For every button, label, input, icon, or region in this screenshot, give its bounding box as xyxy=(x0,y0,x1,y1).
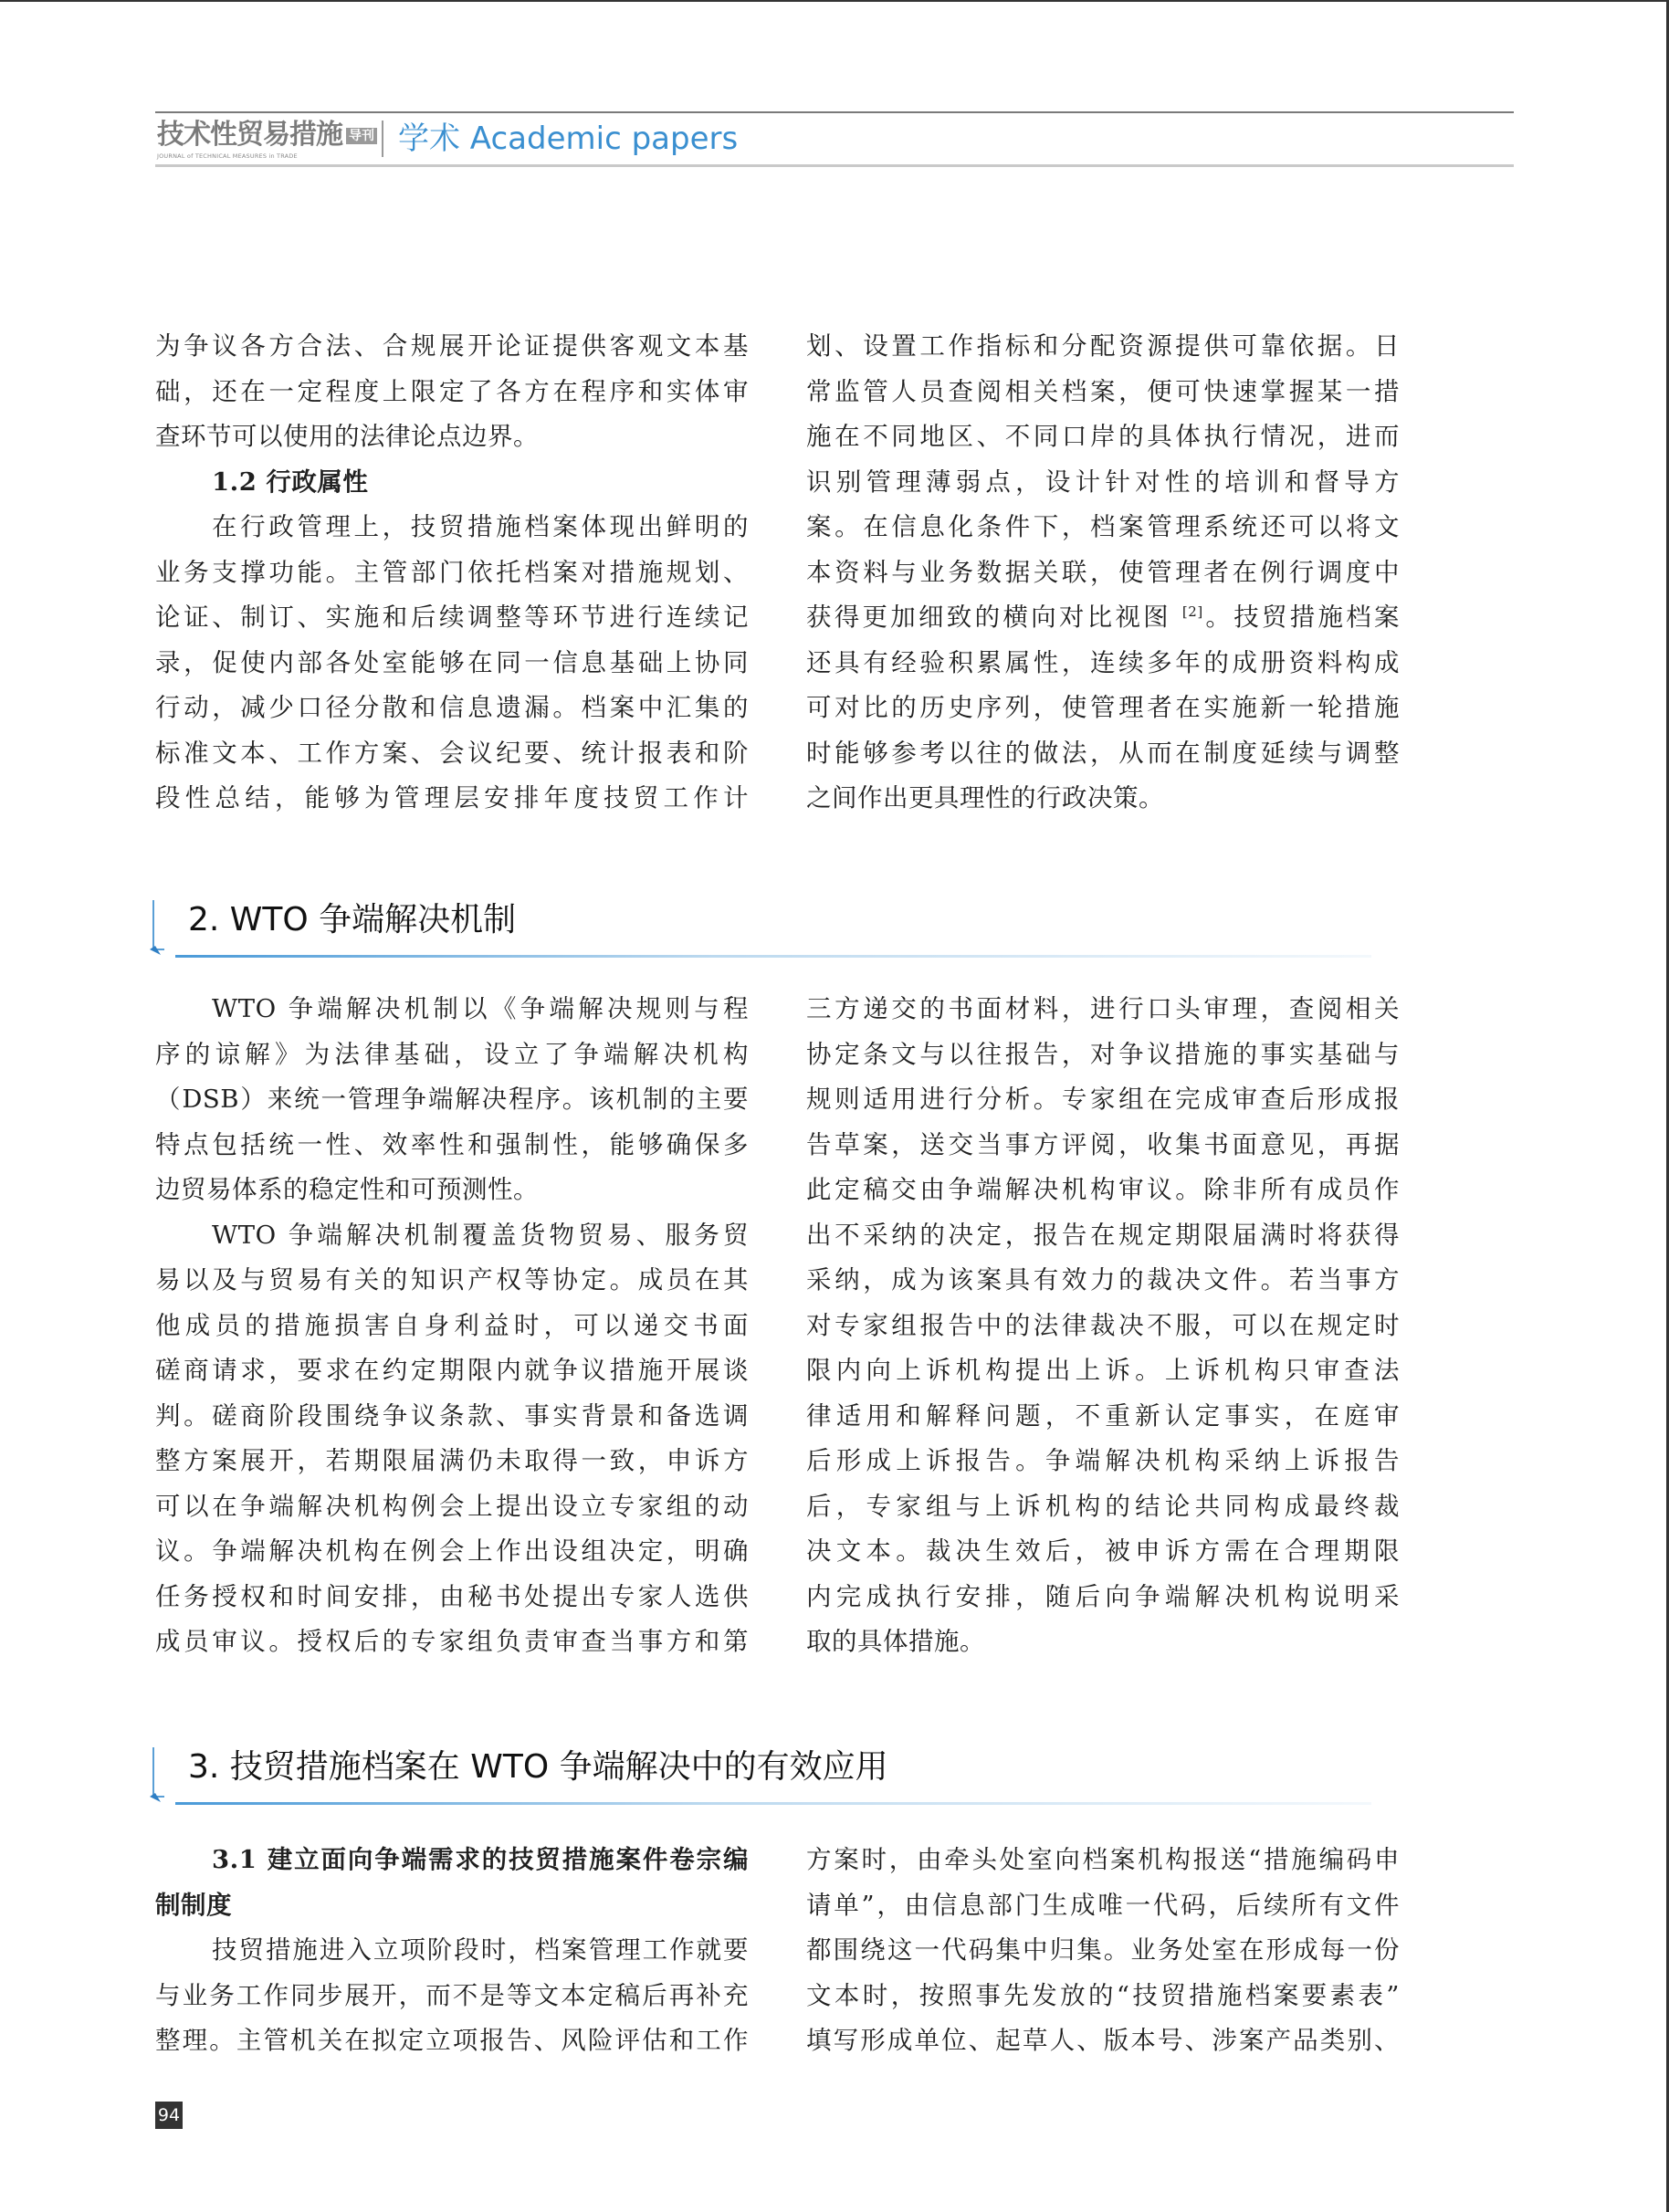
text-line: 施在不同地区、不同口岸的具体执行情况，进而 xyxy=(806,422,1400,451)
text-line: 内完成执行安排，随后向争端解决机构说明采 xyxy=(806,1581,1400,1611)
text-line: 磋商请求，要求在约定期限内就争议措施开展谈 xyxy=(155,1356,749,1385)
section-tag: 学术 Academic papers xyxy=(398,121,739,157)
text-line: 后，专家组与上诉机构的结论共同构成最终裁 xyxy=(806,1491,1400,1521)
section-3-heading xyxy=(148,1742,1371,1815)
text-line: 判。磋商阶段围绕争议条款、事实背景和备选调 xyxy=(155,1400,749,1431)
journal-title-cn: 技术性贸易措施 xyxy=(157,119,342,151)
text-line: 整方案展开，若期限届满仍未取得一致，申诉方 xyxy=(155,1446,749,1475)
text-line: 之间作出更具理性的行政决策。 xyxy=(806,783,1164,812)
text-line: 在行政管理上，技贸措施档案体现出鲜明的 xyxy=(212,512,749,541)
section2-right-column xyxy=(806,987,1400,1665)
text-line: 律适用和解释问题，不重新认定事实，在庭审 xyxy=(806,1400,1400,1431)
text-line: 他成员的措施损害自身利益时，可以递交书面 xyxy=(155,1310,749,1340)
block1-left-column xyxy=(155,324,749,822)
text-line: 采纳，成为该案具有效力的裁决文件。若当事方 xyxy=(806,1265,1400,1295)
text-line: 案。在信息化条件下，档案管理系统还可以将文 xyxy=(806,512,1400,541)
text-line: 决文本。裁决生效后，被申诉方需在合理期限 xyxy=(806,1536,1400,1566)
text-line: 论证、制订、实施和后续调整等环节进行连续记 xyxy=(155,603,749,632)
journal-badge: 导刊 xyxy=(346,128,377,144)
text-line: 特点包括统一性、效率性和强制性，能够确保多 xyxy=(155,1129,749,1159)
heading-rule xyxy=(175,1802,1371,1805)
text-line: 限内向上诉机构提出上诉。上诉机构只审查法 xyxy=(806,1356,1400,1385)
subsection-heading: 3.1 建立面向争端需求的技贸措施案件卷宗编 xyxy=(212,1845,749,1874)
text-fragment: 获得更加细致的横向对比视图 xyxy=(806,603,1171,632)
text-line: 行动，减少口径分散和信息遗漏。档案中汇集的 xyxy=(155,693,749,722)
text-line xyxy=(806,595,1400,641)
text-line: 录，促使内部各处室能够在同一信息基础上协同 xyxy=(155,647,749,677)
text-line: 取的具体措施。 xyxy=(806,1627,985,1656)
text-line: 可以在争端解决机构例会上提出设立专家组的动 xyxy=(155,1491,749,1521)
subsection-heading: 制制度 xyxy=(155,1890,232,1920)
text-line: 此定稿交由争端解决机构审议。除非所有成员作 xyxy=(806,1175,1400,1204)
citation-ref: [2] xyxy=(1181,603,1203,620)
text-line: 本资料与业务数据关联，使管理者在例行调度中 xyxy=(806,557,1400,587)
text-line: 查环节可以使用的法律论点边界。 xyxy=(155,422,539,451)
text-line: 三方递交的书面材料，进行口头审理，查阅相关 xyxy=(806,994,1400,1023)
section-2-title: 2. WTO 争端解决机制 xyxy=(188,901,517,938)
text-line: 协定条文与以往报告，对争议措施的事实基础与 xyxy=(806,1039,1400,1069)
text-line: 划、设置工作指标和分配资源提供可靠依据。日 xyxy=(806,331,1400,361)
text-line: 方案时，由牵头处室向档案机构报送“措施编码申 xyxy=(806,1845,1400,1874)
text-line: 时能够参考以往的做法，从而在制度延续与调整 xyxy=(806,738,1400,768)
block1-right-column xyxy=(806,324,1400,822)
text-line: 础，还在一定程度上限定了各方在程序和实体审 xyxy=(155,376,749,406)
text-line: 出不采纳的决定，报告在规定期限届满时将获得 xyxy=(806,1220,1400,1250)
heading-bracket-icon xyxy=(148,898,172,959)
text-line: 议。争端解决机构在例会上作出设组决定，明确 xyxy=(155,1536,749,1566)
text-line: 请单”，由信息部门生成唯一代码，后续所有文件 xyxy=(806,1890,1400,1920)
section-2-heading xyxy=(148,895,1371,968)
text-line: 边贸易体系的稳定性和可预测性。 xyxy=(155,1175,539,1204)
text-line: 还具有经验积累属性，连续多年的成册资料构成 xyxy=(806,647,1400,677)
section3-right-column xyxy=(806,1838,1400,2064)
heading-bracket-icon xyxy=(148,1745,172,1806)
heading-rule xyxy=(175,955,1371,958)
text-line: 序的谅解》为法律基础，设立了争端解决机构 xyxy=(155,1039,749,1069)
text-line: 文本时，按照事先发放的“技贸措施档案要素表” xyxy=(806,1980,1400,2010)
section-3-title: 3. 技贸措施档案在 WTO 争端解决中的有效应用 xyxy=(188,1748,888,1786)
page-number: 94 xyxy=(155,2102,183,2129)
subsection-heading: 1.2 行政属性 xyxy=(212,467,369,497)
text-line: 为争议各方合法、合规展开论证提供客观文本基 xyxy=(155,331,749,361)
text-line: （DSB）来统一管理争端解决程序。该机制的主要 xyxy=(155,1085,749,1114)
header-rule-bottom xyxy=(155,164,1514,167)
page-frame-top xyxy=(0,0,1669,2)
text-line: 后形成上诉报告。争端解决机构采纳上诉报告 xyxy=(806,1446,1400,1475)
text-line: 可对比的历史序列，使管理者在实施新一轮措施 xyxy=(806,693,1400,722)
section3-left-column xyxy=(155,1838,749,2064)
text-line: 成员审议。授权后的专家组负责审查当事方和第 xyxy=(155,1627,749,1656)
text-line: 识别管理薄弱点，设计针对性的培训和督导方 xyxy=(806,467,1400,497)
journal-logo xyxy=(157,119,376,162)
text-line: 对专家组报告中的法律裁决不服，可以在规定时 xyxy=(806,1310,1400,1340)
text-line: 告草案，送交当事方评阅，收集书面意见，再据 xyxy=(806,1129,1400,1159)
section2-left-column xyxy=(155,987,749,1665)
text-fragment: 。技贸措施档案 xyxy=(1202,603,1400,632)
text-line: 规则适用进行分析。专家组在完成审查后形成报 xyxy=(806,1085,1400,1114)
header-separator xyxy=(382,121,383,157)
text-line: 任务授权和时间安排，由秘书处提出专家人选供 xyxy=(155,1581,749,1611)
journal-title-en: JOURNAL of TECHNICAL MEASURES in TRADE xyxy=(157,152,298,160)
text-line: 段性总结，能够为管理层安排年度技贸工作计 xyxy=(155,783,749,812)
text-line: 业务支撑功能。主管部门依托档案对措施规划、 xyxy=(155,557,749,587)
text-line: 整理。主管机关在拟定立项报告、风险评估和工作 xyxy=(155,2026,749,2055)
text-line: 与业务工作同步展开，而不是等文本定稿后再补充 xyxy=(155,1980,749,2010)
text-line: 常监管人员查阅相关档案，便可快速掌握某一措 xyxy=(806,376,1400,406)
text-line: 都围绕这一代码集中归集。业务处室在形成每一份 xyxy=(806,1935,1400,1965)
header-rule-top xyxy=(155,111,1514,113)
text-line: WTO 争端解决机制以《争端解决规则与程 xyxy=(212,994,749,1023)
text-line: 易以及与贸易有关的知识产权等协定。成员在其 xyxy=(155,1265,749,1295)
text-line: 技贸措施进入立项阶段时，档案管理工作就要 xyxy=(212,1935,749,1965)
text-line: 填写形成单位、起草人、版本号、涉案产品类别、 xyxy=(806,2026,1400,2055)
text-line: 标准文本、工作方案、会议纪要、统计报表和阶 xyxy=(155,738,749,768)
text-line: WTO 争端解决机制覆盖货物贸易、服务贸 xyxy=(212,1220,749,1250)
